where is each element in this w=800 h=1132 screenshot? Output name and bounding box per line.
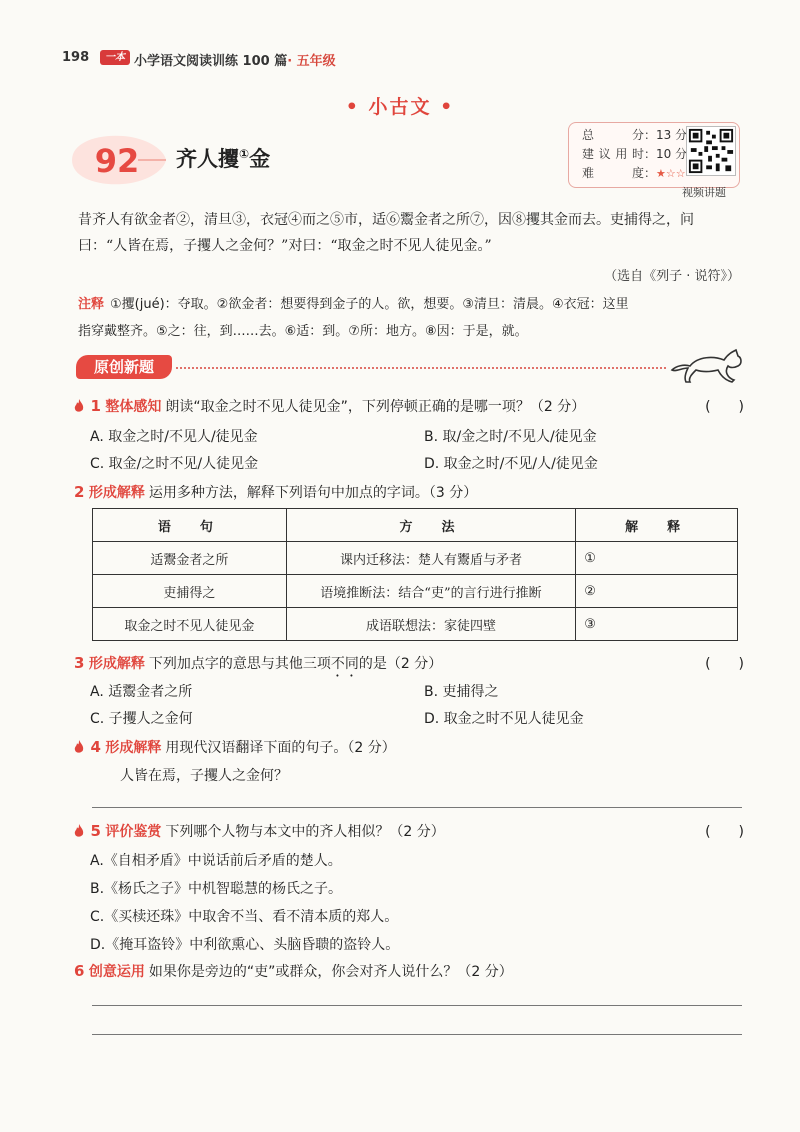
question-6-answer-line-2[interactable]	[92, 1034, 742, 1035]
explanation-table	[92, 508, 738, 641]
table-cell-answer[interactable]: ③	[576, 608, 738, 641]
question-5-answer-paren[interactable]: ( )	[705, 824, 744, 840]
lesson-title	[176, 143, 270, 173]
question-3-answer-paren[interactable]: ( )	[705, 656, 744, 672]
notes-line-1	[78, 291, 743, 318]
question-5-option-c[interactable]: C.《买椟还珠》中取舍不当、看不清本质的郑人。	[90, 909, 399, 925]
question-4	[74, 737, 396, 757]
lesson-number: 92	[94, 142, 140, 180]
passage-line-2: 曰：“人皆在焉，子攫人之金何？”对曰：“取金之时不见人徒见金。”	[78, 238, 492, 254]
question-4-tag: 形成解释	[105, 740, 162, 756]
table-cell-sentence: 吏捕得之	[93, 575, 287, 608]
question-3-option-d[interactable]: D. 取金之时不见人徒见金	[424, 711, 584, 727]
question-3-text-emphasis: 不同	[330, 656, 359, 672]
question-2-text: 运用多种方法，解释下列语句中加点的字词。（3 分）	[148, 485, 478, 501]
question-6	[74, 961, 513, 981]
fire-icon	[74, 824, 84, 838]
question-1-text: 朗读“取金之时不见人徒见金”，下列停顿正确的是哪一项？（2 分）	[165, 399, 586, 415]
question-5-option-a[interactable]: A.《自相矛盾》中说话前后矛盾的楚人。	[90, 853, 342, 869]
question-4-sentence: 人皆在焉，子攫人之金何？	[120, 768, 288, 784]
question-1-option-b[interactable]: B. 取/金之时/不见人/徒见金	[424, 429, 597, 445]
question-6-answer-line-1[interactable]	[92, 1005, 742, 1006]
question-6-number: 6	[74, 962, 85, 980]
table-cell-method: 课内迁移法：楚人有鬻盾与矛者	[286, 542, 576, 575]
grade-label: · 五年级	[287, 54, 336, 69]
notes	[78, 291, 743, 345]
question-5-tag: 评价鉴赏	[105, 824, 162, 840]
table-row	[93, 542, 738, 575]
question-4-answer-line[interactable]	[92, 807, 742, 808]
question-1-tag: 整体感知	[105, 399, 162, 415]
question-2	[74, 482, 477, 502]
page-number: 198	[62, 50, 90, 65]
info-total-label: 总 分	[582, 128, 644, 142]
book-title	[134, 50, 336, 69]
table-cell-answer[interactable]: ①	[576, 542, 738, 575]
question-3-option-a[interactable]: A. 适鬻金者之所	[90, 684, 193, 700]
info-total: 总 分：13 分	[582, 128, 688, 142]
table-cell-answer[interactable]: ②	[576, 575, 738, 608]
notes-text-1: ①攫(jué)：夺取。②欲金者：想要得到金子的人。欲，想要。③清旦：清晨。④衣冠：这里	[110, 297, 629, 312]
brand-logo: 一本	[100, 50, 130, 65]
question-6-text: 如果你是旁边的“吏”或群众，你会对齐人说什么？（2 分）	[148, 964, 513, 980]
dotted-divider	[176, 367, 666, 369]
table-row	[93, 608, 738, 641]
notes-label: 注释	[78, 297, 105, 312]
question-4-text: 用现代汉语翻译下面的句子。（2 分）	[165, 740, 396, 756]
table-header-row	[93, 509, 738, 542]
info-time: 建议用时：10 分	[582, 147, 688, 161]
question-4-number: 4	[90, 738, 101, 756]
notes-line-2: 指穿戴整齐。⑤之：往，到……去。⑥适：到。⑦所：地方。⑧因：于是，就。	[78, 324, 528, 339]
cat-icon	[668, 346, 744, 384]
question-1-option-c[interactable]: C. 取金/之时不见/人徒见金	[90, 456, 259, 472]
question-1	[74, 396, 585, 416]
info-difficulty: 难 度：★☆☆	[582, 166, 686, 180]
question-3-option-b[interactable]: B. 吏捕得之	[424, 684, 499, 700]
question-2-number: 2	[74, 483, 85, 501]
table-header-method: 方 法	[286, 509, 576, 542]
table-cell-method: 成语联想法：家徒四壁	[286, 608, 576, 641]
qr-code-icon[interactable]	[686, 126, 736, 176]
question-1-number: 1	[90, 397, 101, 415]
lesson-title-part2: 金	[249, 147, 271, 171]
fire-icon	[74, 740, 84, 754]
question-5-option-b[interactable]: B.《杨氏之子》中机智聪慧的杨氏之子。	[90, 881, 343, 897]
table-cell-sentence: 适鬻金者之所	[93, 542, 287, 575]
info-time-value: 10 分	[656, 147, 688, 161]
question-3-text-a: 下列加点字的意思与其他三项	[148, 656, 331, 672]
table-row	[93, 575, 738, 608]
question-3-number: 3	[74, 654, 85, 672]
info-total-value: 13 分	[656, 128, 688, 142]
table-header-sentence: 语 句	[93, 509, 287, 542]
passage-line-1: 昔齐人有欲金者②，清旦③，衣冠④而之⑤市，适⑥鬻金者之所⑦，因⑧攫其金而去。吏捕得之，问	[78, 212, 694, 228]
question-3	[74, 653, 442, 680]
fire-icon	[74, 399, 84, 413]
question-1-option-a[interactable]: A. 取金之时/不见人/徒见金	[90, 429, 258, 445]
question-1-answer-paren[interactable]: ( )	[705, 399, 744, 415]
table-header-explanation: 解 释	[576, 509, 738, 542]
question-3-tag: 形成解释	[88, 656, 145, 672]
original-questions-badge: 原创新题	[76, 355, 172, 379]
question-2-tag: 形成解释	[88, 485, 145, 501]
table-cell-method: 语境推断法：结合“吏”的言行进行推断	[286, 575, 576, 608]
lesson-title-note: ①	[239, 147, 250, 161]
question-3-option-c[interactable]: C. 子攫人之金何	[90, 711, 193, 727]
info-time-label: 建议用时	[582, 147, 644, 161]
question-5-text: 下列哪个人物与本文中的齐人相似？（2 分）	[165, 824, 445, 840]
question-5	[74, 821, 445, 841]
question-5-option-d[interactable]: D.《掩耳盗铃》中利欲熏心、头脑昏聩的盗铃人。	[90, 937, 400, 953]
question-1-option-d[interactable]: D. 取金之时/不见/人/徒见金	[424, 456, 598, 472]
difficulty-stars: ★☆☆	[656, 167, 686, 180]
info-difficulty-label: 难 度	[582, 166, 644, 180]
qr-caption: 视频讲题	[682, 186, 726, 199]
question-5-number: 5	[90, 822, 101, 840]
passage-source: （选自《列子 · 说符》）	[604, 269, 740, 284]
lesson-title-part1: 齐人攫	[176, 147, 239, 171]
section-title: • 小古文 •	[345, 96, 455, 118]
question-6-tag: 创意运用	[88, 964, 145, 980]
book-title-text: 小学语文阅读训练 100 篇	[134, 54, 288, 69]
table-cell-sentence: 取金之时不见人徒见金	[93, 608, 287, 641]
question-3-text-c: 的是（2 分）	[358, 656, 443, 672]
